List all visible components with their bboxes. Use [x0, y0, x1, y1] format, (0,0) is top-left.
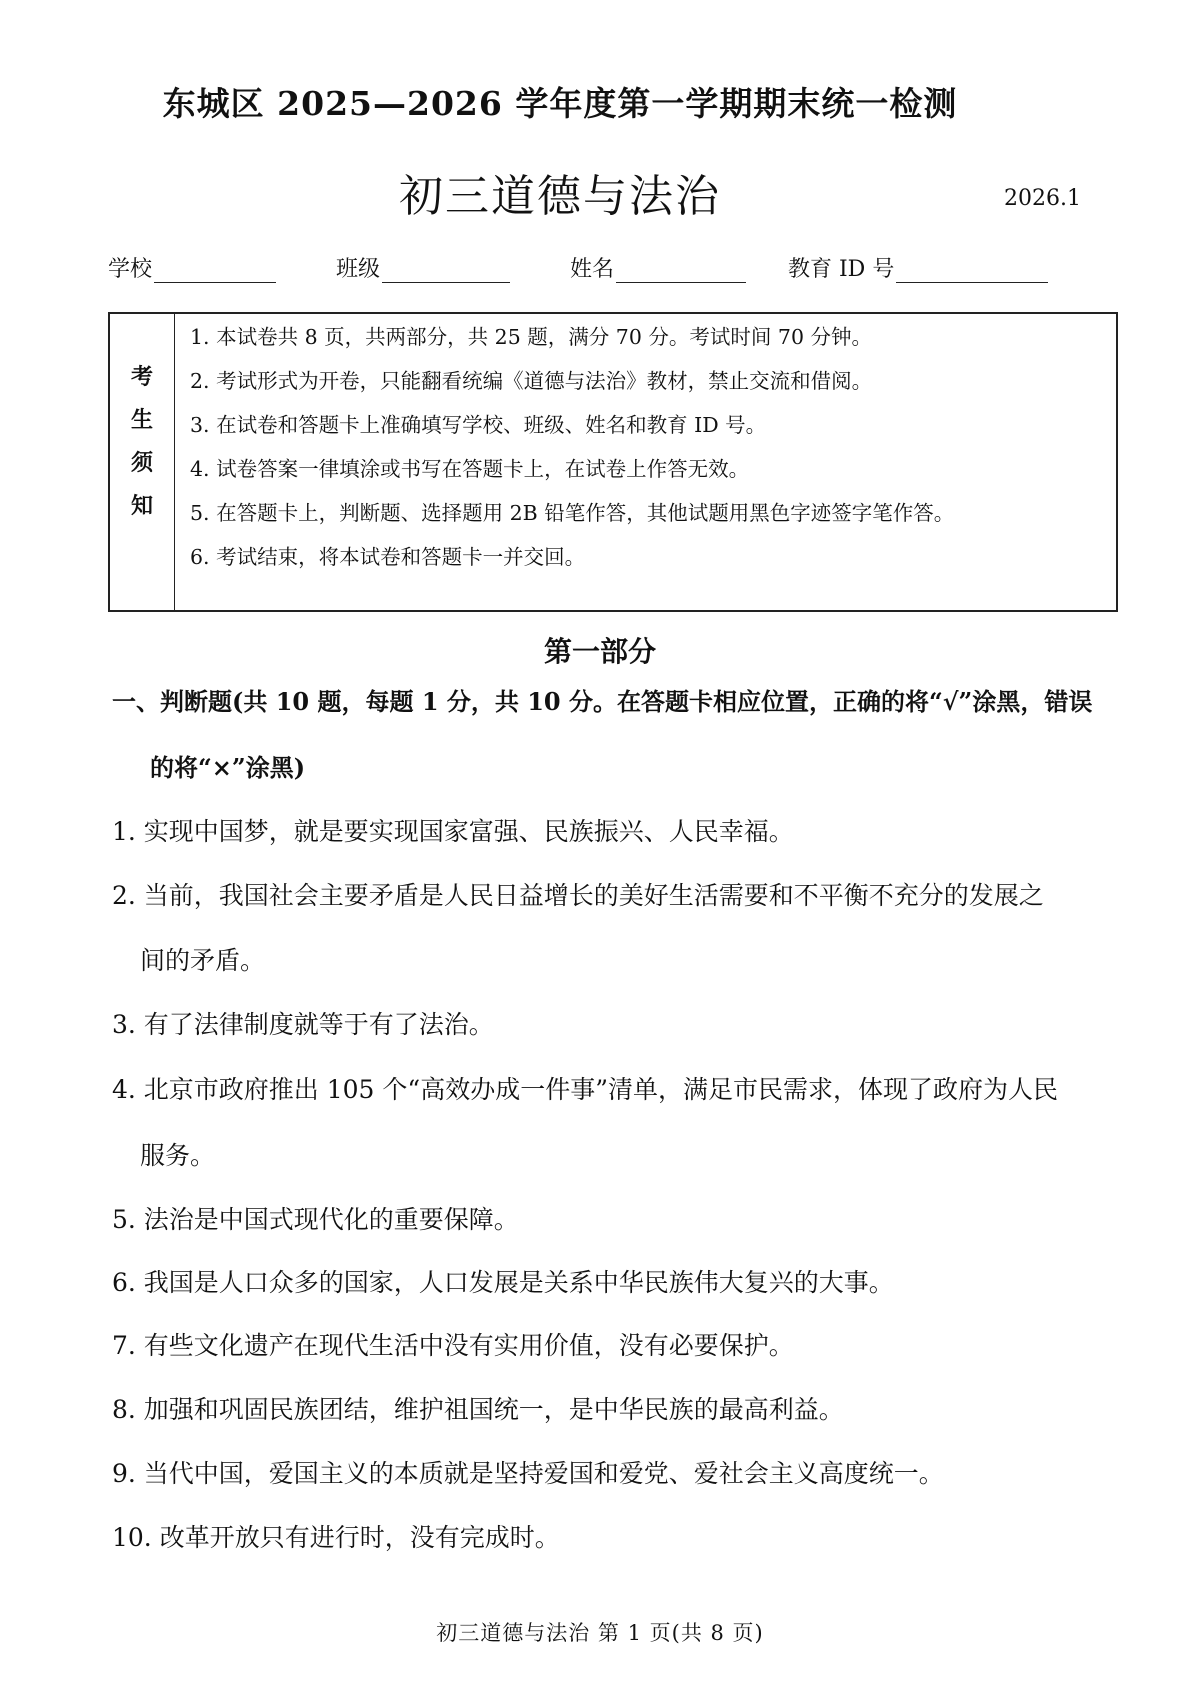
section-heading-continued: 的将“×”涂黑) [150, 753, 306, 782]
school-field[interactable] [108, 252, 276, 283]
subject-title: 初三道德与法治 [399, 171, 721, 222]
section-heading: 一、判断题(共 10 题，每题 1 分，共 10 分。在答题卡相应位置，正确的将“√”涂黑，错误 [112, 687, 1093, 716]
question-10: 10. 改革开放只有进行时，没有完成时。 [112, 1523, 560, 1552]
class-field[interactable] [336, 252, 510, 283]
class-label: 班级 [336, 257, 381, 282]
edu-id-blank[interactable] [896, 254, 1048, 283]
page-footer: 初三道德与法治 第 1 页(共 8 页) [436, 1621, 764, 1645]
exam-notice-box [108, 312, 1118, 612]
question-2: 2. 当前，我国社会主要矛盾是人民日益增长的美好生活需要和不平衡不充分的发展之 [112, 881, 1044, 910]
notice-item: 2. 考试形式为开卷，只能翻看统编《道德与法治》教材，禁止交流和借阅。 [190, 369, 873, 393]
notice-label-char: 生 [130, 407, 153, 433]
question-1: 1. 实现中国梦，就是要实现国家富强、民族振兴、人民幸福。 [112, 817, 794, 846]
question-9: 9. 当代中国，爱国主义的本质就是坚持爱国和爱党、爱社会主义高度统一。 [112, 1459, 944, 1488]
part-title: 第一部分 [543, 635, 656, 668]
notice-item: 1. 本试卷共 8 页，共两部分，共 25 题，满分 70 分。考试时间 70 分钟。 [190, 325, 873, 349]
edu-id-label: 教育 ID 号 [788, 257, 895, 282]
question-8: 8. 加强和巩固民族团结，维护祖国统一，是中华民族的最高利益。 [112, 1395, 844, 1424]
question-2-continued: 间的矛盾。 [140, 946, 266, 975]
notice-label-char: 须 [130, 450, 153, 476]
school-label: 学校 [108, 257, 153, 282]
exam-date: 2026.1 [1004, 186, 1081, 211]
notice-item: 4. 试卷答案一律填涂或书写在答题卡上，在试卷上作答无效。 [190, 457, 750, 481]
question-5: 5. 法治是中国式现代化的重要保障。 [112, 1205, 519, 1234]
notice-item: 5. 在答题卡上，判断题、选择题用 2B 铅笔作答，其他试题用黑色字迹签字笔作答。 [190, 501, 955, 525]
notice-label-column [110, 314, 175, 610]
name-field[interactable] [570, 252, 746, 283]
notice-label-char: 知 [130, 493, 153, 519]
notice-item: 3. 在试卷和答题卡上准确填写学校、班级、姓名和教育 ID 号。 [190, 413, 767, 437]
question-4-continued: 服务。 [140, 1141, 216, 1170]
school-blank[interactable] [154, 254, 276, 283]
question-4: 4. 北京市政府推出 105 个“高效办成一件事”清单，满足市民需求，体现了政府为人民 [112, 1075, 1058, 1104]
exam-title: 东城区 2025—2026 学年度第一学期期末统一检测 [162, 84, 958, 123]
edu-id-field[interactable] [788, 252, 1048, 283]
class-blank[interactable] [382, 254, 510, 283]
name-blank[interactable] [616, 254, 746, 283]
question-3: 3. 有了法律制度就等于有了法治。 [112, 1010, 494, 1039]
notice-item: 6. 考试结束，将本试卷和答题卡一并交回。 [190, 545, 586, 569]
question-6: 6. 我国是人口众多的国家，人口发展是关系中华民族伟大复兴的大事。 [112, 1268, 894, 1297]
student-info-row [108, 252, 1118, 292]
name-label: 姓名 [570, 257, 615, 282]
question-7: 7. 有些文化遗产在现代生活中没有实用价值，没有必要保护。 [112, 1331, 794, 1360]
notice-label-char: 考 [130, 364, 153, 390]
